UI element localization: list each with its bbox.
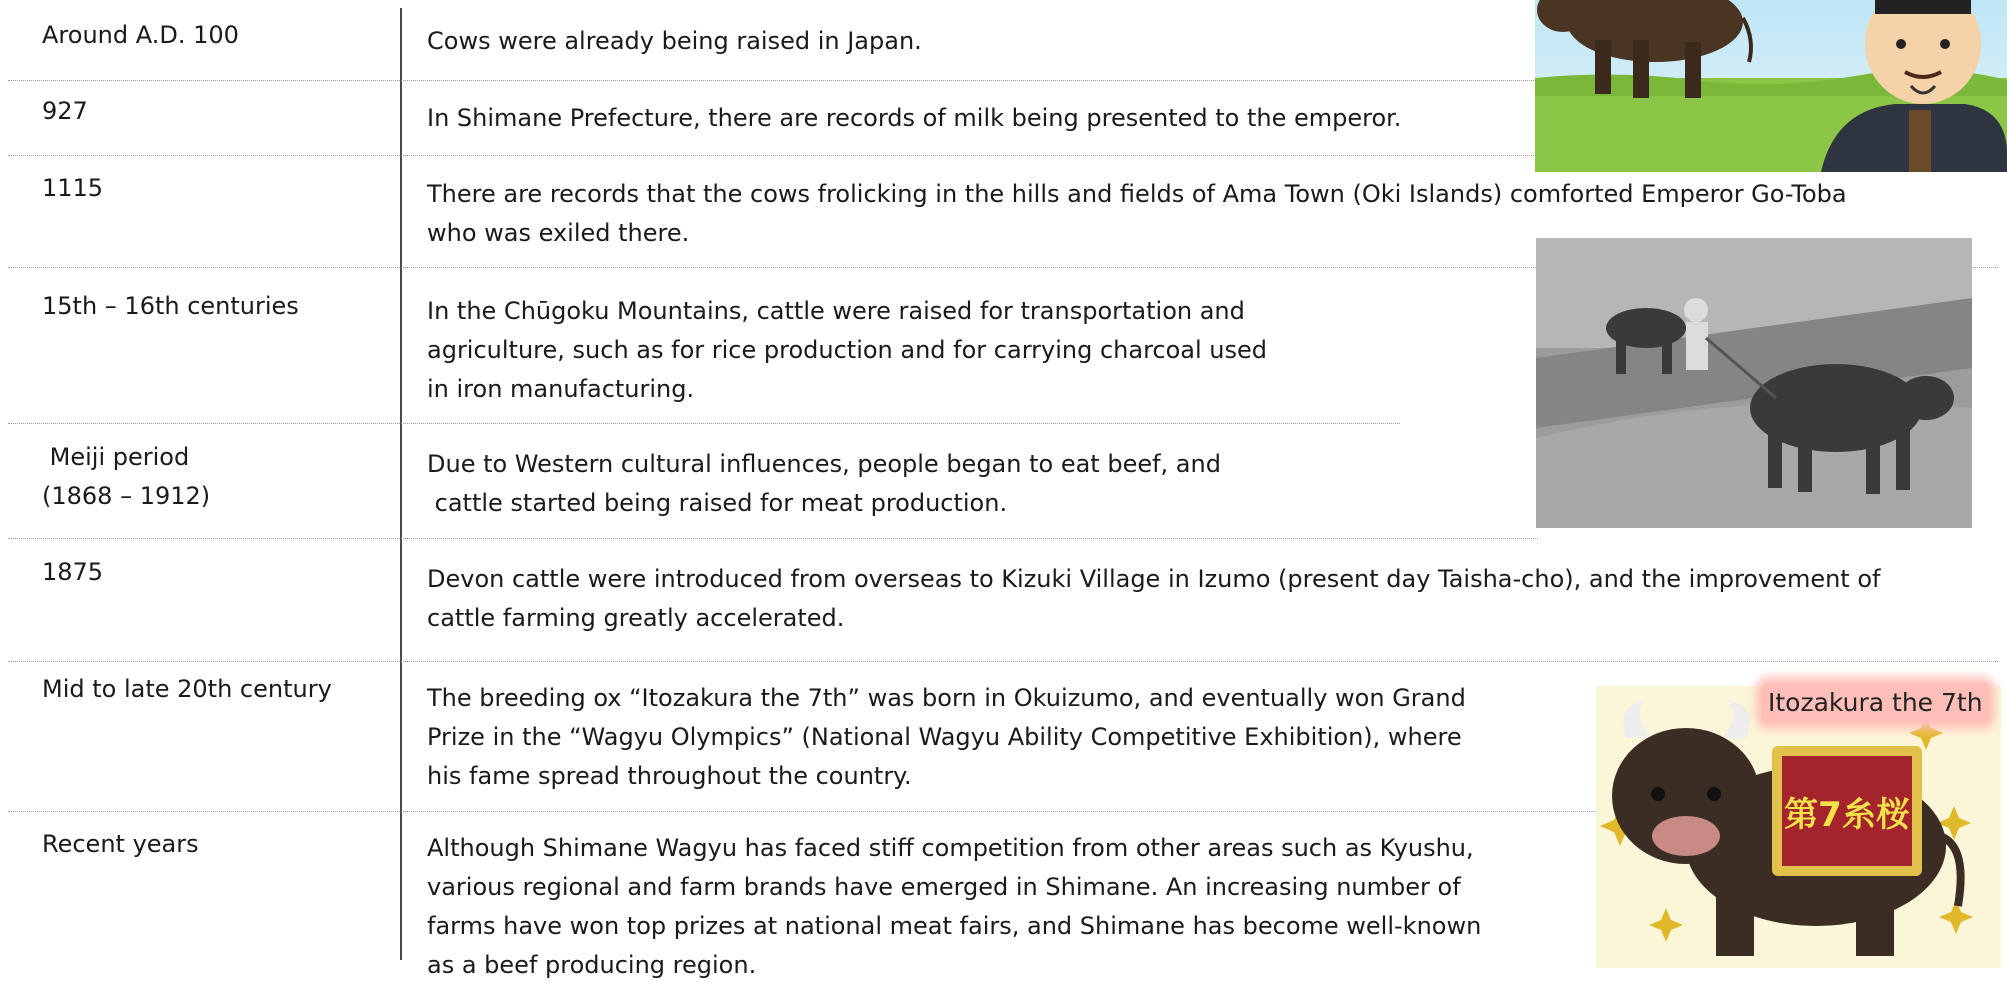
desc-around-ad-100: Cows were already being raised in Japan. [427, 27, 922, 55]
desc-recent-years: Although Shimane Wagyu has faced stiff competition from other areas such as Kyushu, various regional and farm brands have emerged in Shimane. An increasing number of farms have won top prizes at national meat fairs, and Shimane has become well-known as a beef producing region. [427, 834, 1482, 979]
period-recent-years: Recent years [42, 830, 199, 858]
desc-15th-16th: In the Chūgoku Mountains, cattle were raised for transportation and agriculture, such as for rice production and for carrying charcoal used in iron manufacturing. [427, 297, 1267, 403]
row-divider [8, 661, 1998, 662]
desc-meiji: Due to Western cultural influences, people began to eat beef, and cattle started being raised for meat production. [427, 450, 1221, 517]
period-1875: 1875 [42, 558, 104, 586]
desc-1875: Devon cattle were introduced from overseas to Kizuki Village in Izumo (present day Taisha-cho), and the improvement of cattle farming greatly accelerated. [427, 565, 1881, 632]
desc-1115: There are records that the cows frolicking in the hills and fields of Ama Town (Oki Islands) comforted Emperor Go-Toba who was exiled there. [427, 180, 1847, 247]
itozakura-ox-illustration [1596, 686, 2001, 968]
row-divider [8, 80, 1538, 81]
desc-927: In Shimane Prefecture, there are records of milk being presented to the emperor. [427, 104, 1402, 132]
period-mid-late-20th: Mid to late 20th century [42, 675, 332, 703]
period-15th-16th: 15th – 16th centuries [42, 292, 299, 320]
row-divider [8, 155, 1538, 156]
itozakura-badge: Itozakura the 7th [1762, 683, 1989, 723]
cattle-ploughing-photo [1536, 238, 1972, 528]
period-1115: 1115 [42, 174, 104, 202]
column-divider [400, 8, 402, 960]
desc-mid-late-20th: The breeding ox “Itozakura the 7th” was born in Okuizumo, and eventually won Grand Prize in the “Wagyu Olympics” (National Wagyu Ability Competitive Exhibition), where his fame spread throughout the country. [427, 684, 1466, 790]
ox-blanket-text: 第7糸桜 [1784, 795, 1910, 835]
row-divider [8, 538, 1538, 539]
row-divider [8, 423, 1400, 424]
period-meiji: Meiji period (1868 – 1912) [42, 443, 211, 510]
row-divider [8, 811, 1598, 812]
period-around-ad-100: Around A.D. 100 [42, 21, 239, 49]
period-927: 927 [42, 97, 88, 125]
cow-and-emperor-illustration [1535, 0, 2007, 172]
